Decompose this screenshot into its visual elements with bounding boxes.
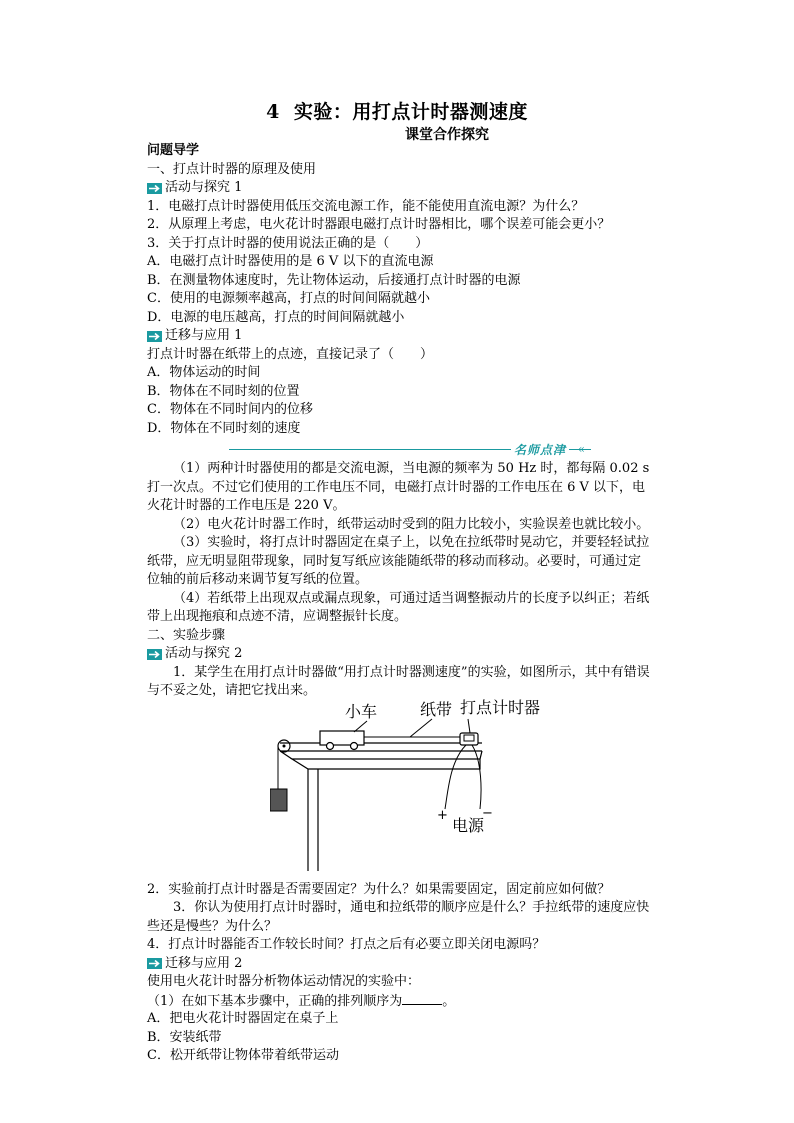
p2-stem: 使用电火花计时器分析物体运动情况的实验中： [147, 974, 421, 989]
lesson-title: 实验：用打点计时器测速度 [293, 101, 528, 123]
label-power: 电源 [452, 815, 485, 835]
tip-1: （1）两种计时器使用的都是交流电源，当电源的频率为 50 Hz 时，都每隔 0.02 s 打一次点。不过它们使用的工作电压不同，电磁打点计时器的工作电压在 6 V 以下，电火花计时器的工作电压是 220 V。 [147, 461, 650, 513]
p2-sub1 [147, 992, 651, 1011]
label-timer: 打点计时器 [460, 697, 541, 717]
activity2-label: 活动与探究 2 [165, 646, 243, 661]
plus-terminal: + [437, 807, 448, 823]
a1-q2: 2．从原理上考虑，电火花计时器跟电磁打点计时器相比，哪个误差可能会更小？ [147, 217, 611, 232]
part1-heading: 一、打点计时器的原理及使用 [147, 161, 317, 177]
tips-separator [147, 440, 651, 458]
activity1-tag [147, 179, 651, 198]
a2-q4: 4．打点计时器能否工作较长时间？打点之后有必要立即关闭电源吗？ [147, 937, 546, 952]
apparatus-diagram [270, 701, 510, 881]
activity1-label: 活动与探究 1 [165, 180, 243, 195]
a1-opt-d: D．电源的电压越高，打点的时间间隔就越小 [147, 309, 405, 325]
p2-opt-c: C．松开纸带让物体带着纸带运动 [147, 1048, 339, 1063]
practice1-label: 迁移与应用 1 [165, 328, 243, 343]
label-tape: 纸带 [420, 699, 453, 719]
tip-3: （3）实验时，将打点计时器固定在桌子上，以免在拉纸带时晃动它，并要轻轻试拉纸带，应无明显阻带现象，同时复写纸应该能随纸带的移动而移动。必要时，可通过定位轴的前后移动来调节复写纸的位置。 [147, 535, 650, 587]
p2-opt-a: A．把电火花计时器固定在桌子上 [147, 1011, 339, 1026]
a1-opt-c: C．使用的电源频率越高，打点的时间间隔就越小 [147, 291, 430, 306]
p1-opt-d: D．物体在不同时刻的速度 [147, 420, 301, 436]
practice2-tag [147, 955, 651, 974]
tip-4: （4）若纸带上出现双点或漏点现象，可通过适当调整振动片的长度予以纠正；若纸带上出现拖痕和点迹不清，应调整振针长度。 [147, 590, 650, 624]
a1-q3: 3．关于打点计时器的使用说法正确的是（ ） [147, 235, 429, 251]
main-content [147, 142, 651, 1066]
p2-sub1-before: （1）在如下基本步骤中，正确的排列顺序为 [147, 993, 403, 1009]
lesson-number: 4 [266, 101, 280, 123]
page-title [0, 97, 794, 124]
practice2-label: 迁移与应用 2 [165, 955, 243, 971]
a2-q1: 1．某学生在用打点计时器做“用打点计时器测速度”的实验，如图所示，其中有错误与不妥之处，请把它找出来。 [147, 664, 650, 698]
a2-q3: 3．你认为使用打点计时器时，通电和拉纸带的顺序应是什么？手拉纸带的速度应快些还是慢些？为什么？ [147, 900, 650, 934]
arrow-tag-icon [147, 958, 162, 969]
answer-blank [402, 992, 442, 1005]
p1-opt-b: B．物体在不同时刻的位置 [147, 383, 300, 399]
arrow-tag-icon [147, 183, 162, 194]
a1-q1: 1．电磁打点计时器使用低压交流电源工作，能不能使用直流电源？为什么？ [147, 198, 585, 214]
section-subtitle: 课堂合作探究 [405, 127, 489, 143]
minus-terminal: − [482, 805, 493, 821]
arrow-tag-icon [147, 331, 162, 342]
label-cart: 小车 [345, 701, 378, 721]
experiment-figure [147, 697, 651, 881]
tips-brand: 名师点津 [511, 441, 569, 458]
practice1-tag [147, 327, 651, 346]
part2-heading: 二、实验步骤 [147, 627, 226, 643]
a1-opt-b: B．在测量物体速度时，先让物体运动，后接通打点计时器的电源 [147, 272, 521, 288]
activity2-tag [147, 645, 651, 664]
guide-heading: 问题导学 [147, 143, 200, 158]
double-chevron-icon: « [577, 442, 585, 456]
tip-2: （2）电火花计时器工作时，纸带运动时受到的阻力比较小，实验误差也就比较小。 [173, 516, 650, 532]
p2-opt-b: B．安装纸带 [147, 1029, 222, 1045]
a2-q2: 2．实验前打点计时器是否需要固定？为什么？如果需要固定，固定前应如何做？ [147, 881, 611, 897]
p1-stem: 打点计时器在纸带上的点迹，直接记录了（ ） [147, 346, 434, 362]
p1-opt-a: A．物体运动的时间 [147, 365, 261, 380]
arrow-tag-icon [147, 649, 162, 660]
a1-opt-a: A．电磁打点计时器使用的是 6 V 以下的直流电源 [147, 254, 434, 269]
p1-opt-c: C．物体在不同时间内的位移 [147, 402, 313, 417]
p2-sub1-after: 。 [442, 993, 456, 1009]
